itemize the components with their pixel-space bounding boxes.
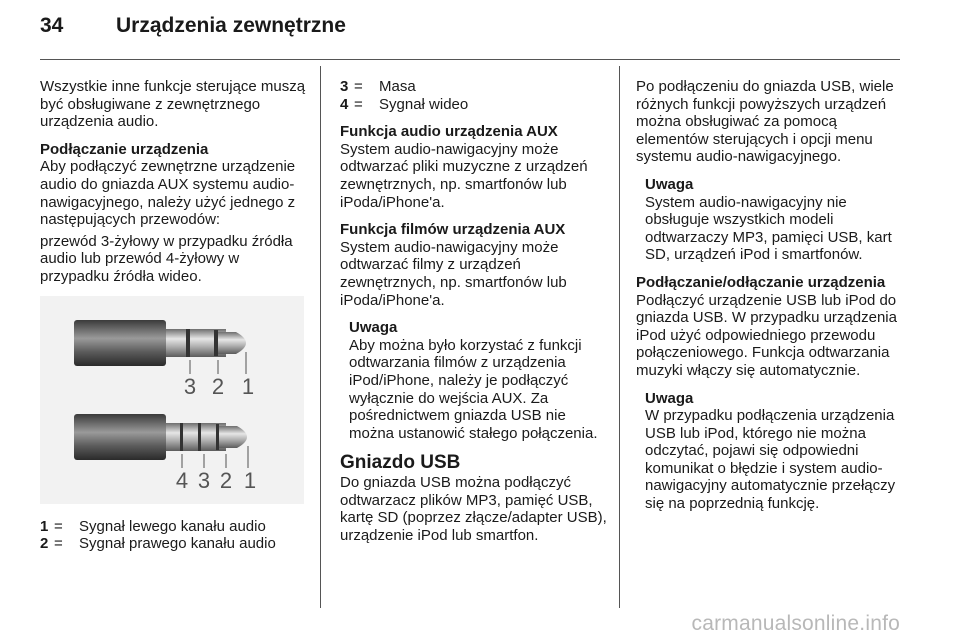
legend-number: 3 — [340, 78, 349, 95]
aux-audio-paragraph: System audio-nawigacyjny może odtwarzać pliki muzyczne z urządzeń zewnętrznych, np. smartfonów lub iPoda/iPhone'a. — [340, 140, 588, 211]
connect-heading: Podłączanie/odłączanie urządzenia — [636, 273, 886, 291]
top-label-1: 1 — [241, 373, 255, 399]
note-text: Aby można było korzystać z funkcji odtwarzania filmów z urządzenia iPod/iPhone, należy je podłączyć wyłącznie do wejścia AUX. Za pośrednictwem gniazda USB nie można ustanowić stałego połączenia. — [349, 336, 598, 442]
column-1 — [40, 78, 308, 553]
figure-legend-continued — [340, 78, 610, 113]
note-title: Uwaga — [349, 319, 398, 337]
header-rule — [40, 59, 900, 60]
legend-item — [40, 518, 308, 536]
column-2 — [340, 78, 610, 555]
cables-paragraph: przewód 3-żyłowy w przypadku źródła audio lub przewód 4-żyłowy w przypadku źródła wideo. — [40, 232, 293, 285]
note-block — [349, 319, 610, 442]
legend-equals: = — [354, 95, 363, 113]
jack-plug-figure — [40, 296, 304, 504]
aux-video-heading: Funkcja filmów urządzenia AUX — [340, 221, 566, 239]
legend-item — [340, 96, 610, 114]
legend-text: Masa — [379, 78, 416, 95]
legend-text: Sygnał lewego kanału audio — [79, 517, 266, 535]
legend-item — [340, 78, 610, 96]
figure-legend — [40, 518, 308, 553]
note-text: System audio-nawigacyjny nie obsługuje wszystkich modeli odtwarzaczy MP3, pamięci USB, kart SD, urządzeń iPod i smartfonów. — [645, 193, 892, 264]
legend-number: 4 — [340, 95, 349, 113]
connecting-heading: Podłączanie urządzenia — [40, 140, 209, 158]
chapter-title: Urządzenia zewnętrzne — [116, 14, 346, 37]
legend-text: Sygnał wideo — [379, 95, 469, 113]
bottom-label-1: 1 — [243, 467, 257, 493]
legend-number: 2 — [40, 535, 49, 553]
intro-paragraph: Wszystkie inne funkcje sterujące muszą być obsługiwane z zewnętrznego urządzenia audio. — [40, 78, 306, 131]
aux-video-paragraph: System audio-nawigacyjny może odtwarzać filmy z urządzeń zewnętrznych, np. smartfonów lub iPoda/iPhone'a. — [340, 238, 567, 309]
legend-item — [40, 535, 308, 553]
column-divider — [320, 66, 321, 608]
note-block — [645, 390, 908, 513]
page-number: 34 — [40, 14, 64, 37]
legend-text: Sygnał prawego kanału audio — [79, 535, 276, 553]
usb-intro-paragraph: Po podłączeniu do gniazda USB, wiele różnych funkcji powyższych urządzeń można obsługiwać za pomocą elementów sterujących i opcji menu systemu audio-nawigacyjnego. — [636, 78, 894, 166]
page-header — [40, 14, 346, 50]
connect-paragraph: Podłączyć urządzenie USB lub iPod do gniazda USB. W przypadku urządzenia iPod użyć odpowiedniego przewodu połączeniowego. Funkcja odtwarzania muzyki włączy się automatycznie. — [636, 291, 897, 379]
connecting-paragraph: Aby podłączyć zewnętrzne urządzenie audio do gniazda AUX systemu audio-nawigacyjnego, należy użyć jednego z następujących przewodów: — [40, 158, 296, 229]
top-label-2: 2 — [211, 373, 225, 399]
watermark: carmanualsonline.info — [691, 612, 900, 635]
note-text: W przypadku podłączenia urządzenia USB lub iPod, którego nie można odczytać, pojawi się odpowiedni komunikat o błędzie i system audio-nawigacyjny automatycznie przełączy się na poprzednią funkcję. — [645, 407, 896, 513]
bottom-label-4: 4 — [175, 467, 189, 493]
column-3 — [636, 78, 908, 523]
legend-number: 1 — [40, 517, 49, 535]
aux-audio-heading: Funkcja audio urządzenia AUX — [340, 123, 558, 141]
legend-equals: = — [354, 78, 363, 95]
column-divider — [619, 66, 620, 608]
bottom-label-3: 3 — [197, 467, 211, 493]
usb-heading: Gniazdo USB — [340, 452, 461, 474]
bottom-label-2: 2 — [219, 467, 233, 493]
legend-equals: = — [54, 535, 63, 553]
legend-equals: = — [54, 517, 63, 535]
note-title: Uwaga — [645, 389, 694, 407]
usb-paragraph: Do gniazda USB można podłączyć odtwarzacz plików MP3, pamięć USB, kartę SD (poprzez złącze/adapter USB), urządzenie iPod lub smartfon. — [340, 474, 607, 545]
top-label-3: 3 — [183, 373, 197, 399]
note-title: Uwaga — [645, 175, 694, 193]
note-block — [645, 176, 908, 264]
